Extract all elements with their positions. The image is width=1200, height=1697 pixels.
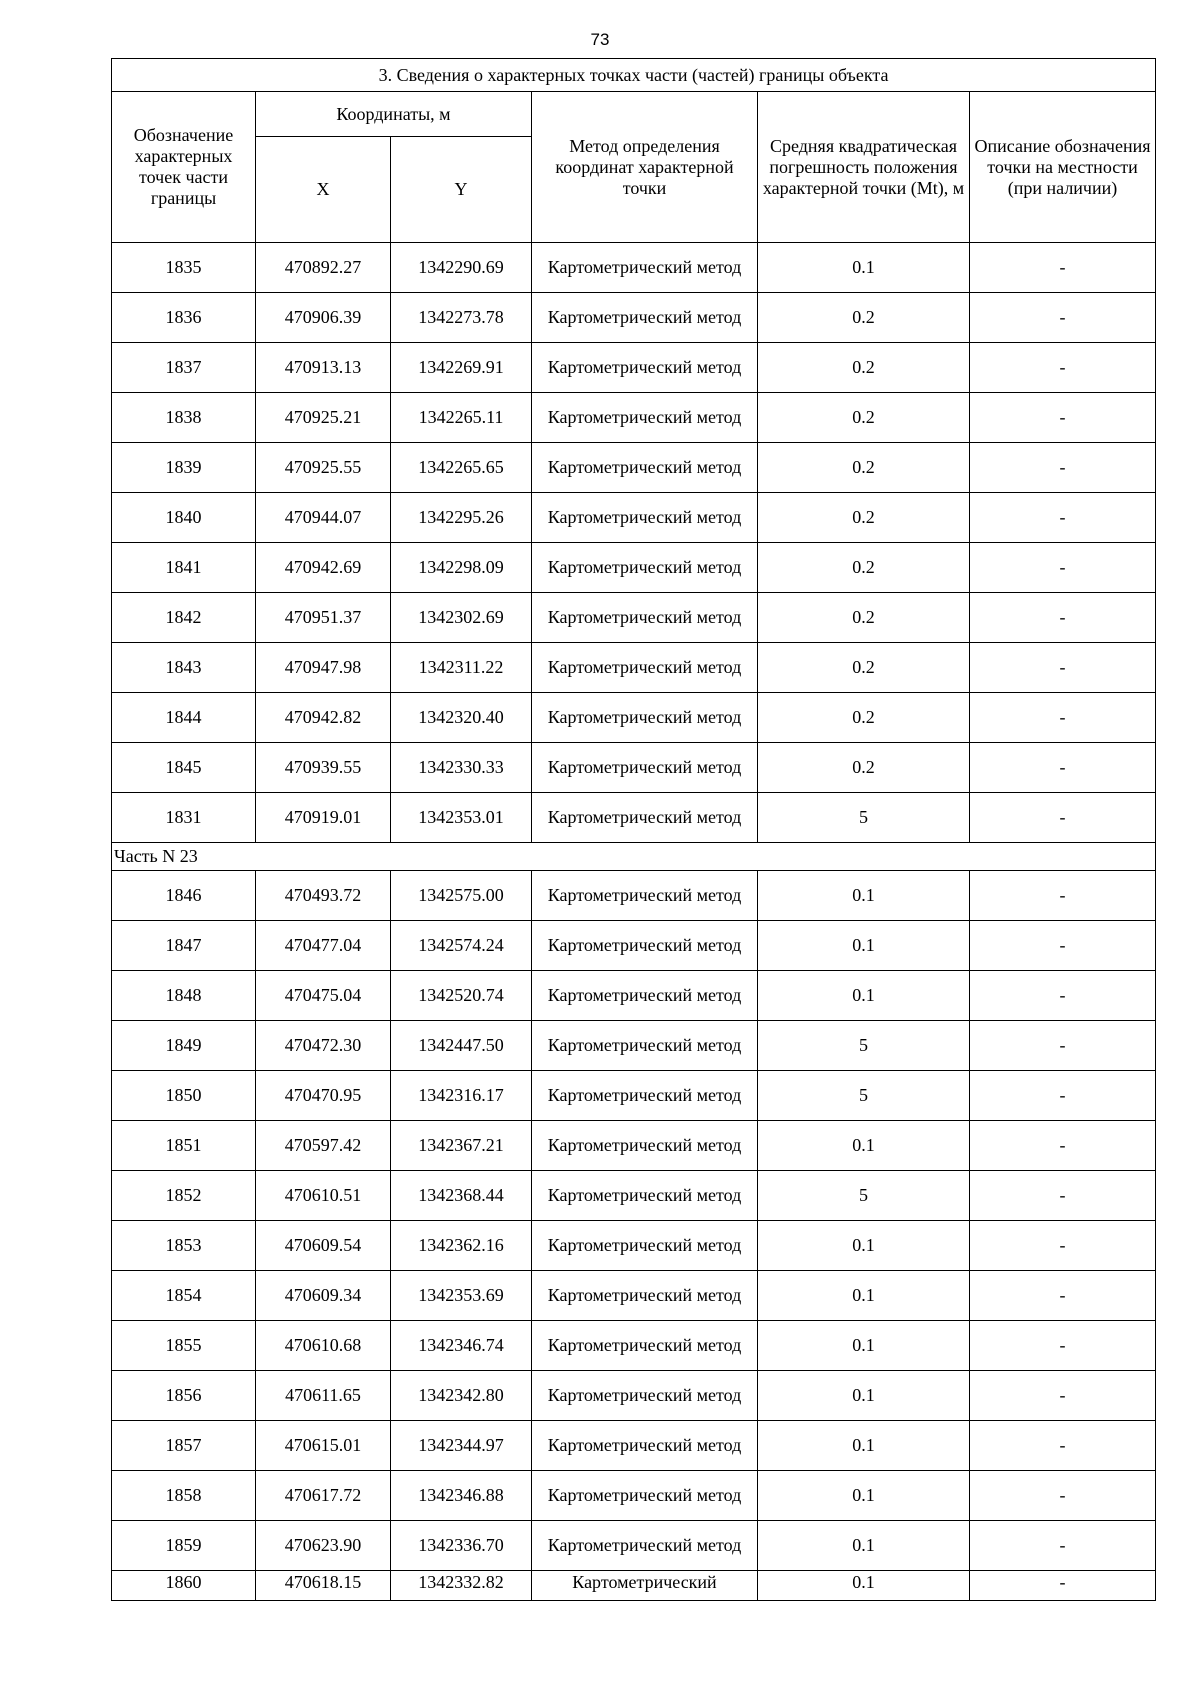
table-row	[112, 1471, 1156, 1521]
header-error: Средняя квадратическая погрешность положения характерной точки (Mt), м	[758, 92, 970, 243]
point-id-cell: 1851	[112, 1121, 256, 1171]
coord-y-cell: 1342346.88	[391, 1471, 532, 1521]
coord-y-cell: 1342344.97	[391, 1421, 532, 1471]
mt-cell: 0.1	[758, 1521, 970, 1571]
coord-y-cell: 1342273.78	[391, 293, 532, 343]
method-cell: Картометрический метод	[532, 443, 758, 493]
method-cell: Картометрический метод	[532, 593, 758, 643]
description-cell: -	[970, 543, 1156, 593]
mt-cell: 0.1	[758, 971, 970, 1021]
coord-y-cell: 1342353.69	[391, 1271, 532, 1321]
method-cell: Картометрический метод	[532, 543, 758, 593]
mt-cell: 0.2	[758, 593, 970, 643]
point-id-cell: 1852	[112, 1171, 256, 1221]
table-row	[112, 1171, 1156, 1221]
description-cell: -	[970, 1521, 1156, 1571]
method-cell: Картометрический метод	[532, 1371, 758, 1421]
point-id-cell: 1845	[112, 743, 256, 793]
description-cell: -	[970, 1221, 1156, 1271]
coord-x-cell: 470944.07	[256, 493, 391, 543]
table-row	[112, 393, 1156, 443]
point-id-cell: 1847	[112, 921, 256, 971]
mt-cell: 0.1	[758, 871, 970, 921]
method-cell: Картометрический метод	[532, 343, 758, 393]
mt-cell: 0.1	[758, 1421, 970, 1471]
coord-y-cell: 1342353.01	[391, 793, 532, 843]
coord-x-cell: 470892.27	[256, 243, 391, 293]
description-cell: -	[970, 1571, 1156, 1601]
coord-x-cell: 470942.82	[256, 693, 391, 743]
coord-y-cell: 1342367.21	[391, 1121, 532, 1171]
description-cell: -	[970, 1121, 1156, 1171]
part-label: Часть N 23	[112, 843, 1156, 871]
point-id-cell: 1849	[112, 1021, 256, 1071]
coord-y-cell: 1342342.80	[391, 1371, 532, 1421]
point-id-cell: 1846	[112, 871, 256, 921]
coord-y-cell: 1342302.69	[391, 593, 532, 643]
table-row	[112, 293, 1156, 343]
point-id-cell: 1856	[112, 1371, 256, 1421]
method-cell: Картометрический метод	[532, 1321, 758, 1371]
coord-x-cell: 470475.04	[256, 971, 391, 1021]
table-row	[112, 493, 1156, 543]
method-cell: Картометрический метод	[532, 1071, 758, 1121]
coord-y-cell: 1342265.65	[391, 443, 532, 493]
method-cell: Картометрический метод	[532, 643, 758, 693]
point-id-cell: 1854	[112, 1271, 256, 1321]
header-designation: Обозначение характерных точек части границы	[112, 92, 256, 243]
table-row	[112, 793, 1156, 843]
coord-x-cell: 470615.01	[256, 1421, 391, 1471]
coord-y-cell: 1342269.91	[391, 343, 532, 393]
method-cell: Картометрический метод	[532, 1121, 758, 1171]
table-row	[112, 343, 1156, 393]
description-cell: -	[970, 443, 1156, 493]
table-row	[112, 1571, 1156, 1601]
coord-y-cell: 1342447.50	[391, 1021, 532, 1071]
description-cell: -	[970, 793, 1156, 843]
table-row	[112, 1221, 1156, 1271]
coord-x-cell: 470609.54	[256, 1221, 391, 1271]
method-cell: Картометрический метод	[532, 971, 758, 1021]
point-id-cell: 1842	[112, 593, 256, 643]
coord-x-cell: 470947.98	[256, 643, 391, 693]
method-cell: Картометрический	[532, 1571, 758, 1601]
mt-cell: 0.2	[758, 543, 970, 593]
point-id-cell: 1841	[112, 543, 256, 593]
mt-cell: 0.1	[758, 1271, 970, 1321]
table-row	[112, 1521, 1156, 1571]
mt-cell: 0.1	[758, 1571, 970, 1601]
table-row	[112, 743, 1156, 793]
mt-cell: 5	[758, 1071, 970, 1121]
method-cell: Картометрический метод	[532, 1021, 758, 1071]
description-cell: -	[970, 393, 1156, 443]
description-cell: -	[970, 1171, 1156, 1221]
coord-x-cell: 470623.90	[256, 1521, 391, 1571]
description-cell: -	[970, 1371, 1156, 1421]
mt-cell: 0.2	[758, 693, 970, 743]
method-cell: Картометрический метод	[532, 871, 758, 921]
coord-y-cell: 1342575.00	[391, 871, 532, 921]
description-cell: -	[970, 293, 1156, 343]
table-body-part-2	[112, 871, 1156, 1601]
coord-x-cell: 470951.37	[256, 593, 391, 643]
table-row	[112, 643, 1156, 693]
point-id-cell: 1836	[112, 293, 256, 343]
coord-y-cell: 1342298.09	[391, 543, 532, 593]
point-id-cell: 1858	[112, 1471, 256, 1521]
point-id-cell: 1837	[112, 343, 256, 393]
method-cell: Картометрический метод	[532, 921, 758, 971]
description-cell: -	[970, 493, 1156, 543]
point-id-cell: 1840	[112, 493, 256, 543]
point-id-cell: 1850	[112, 1071, 256, 1121]
coord-y-cell: 1342574.24	[391, 921, 532, 971]
table-row	[112, 243, 1156, 293]
description-cell: -	[970, 1071, 1156, 1121]
coord-x-cell: 470609.34	[256, 1271, 391, 1321]
coord-x-cell: 470493.72	[256, 871, 391, 921]
mt-cell: 5	[758, 1021, 970, 1071]
mt-cell: 5	[758, 1171, 970, 1221]
method-cell: Картометрический метод	[532, 693, 758, 743]
mt-cell: 0.1	[758, 1321, 970, 1371]
point-id-cell: 1853	[112, 1221, 256, 1271]
point-id-cell: 1838	[112, 393, 256, 443]
coord-x-cell: 470942.69	[256, 543, 391, 593]
coord-y-cell: 1342346.74	[391, 1321, 532, 1371]
mt-cell: 0.2	[758, 493, 970, 543]
mt-cell: 0.2	[758, 643, 970, 693]
coord-x-cell: 470925.55	[256, 443, 391, 493]
point-id-cell: 1860	[112, 1571, 256, 1601]
mt-cell: 0.1	[758, 1121, 970, 1171]
description-cell: -	[970, 343, 1156, 393]
page-number: 73	[590, 30, 610, 49]
table-row	[112, 543, 1156, 593]
method-cell: Картометрический метод	[532, 743, 758, 793]
table-row	[112, 921, 1156, 971]
coord-y-cell: 1342368.44	[391, 1171, 532, 1221]
part-row	[112, 843, 1156, 871]
coord-x-cell: 470925.21	[256, 393, 391, 443]
header-coordinates: Координаты, м	[256, 92, 532, 137]
coord-y-cell: 1342332.82	[391, 1571, 532, 1601]
method-cell: Картометрический метод	[532, 793, 758, 843]
coord-y-cell: 1342290.69	[391, 243, 532, 293]
coord-y-cell: 1342316.17	[391, 1071, 532, 1121]
description-cell: -	[970, 593, 1156, 643]
coord-y-cell: 1342520.74	[391, 971, 532, 1021]
description-cell: -	[970, 1471, 1156, 1521]
method-cell: Картометрический метод	[532, 243, 758, 293]
table-row	[112, 1321, 1156, 1371]
point-id-cell: 1855	[112, 1321, 256, 1371]
table-row	[112, 1371, 1156, 1421]
description-cell: -	[970, 743, 1156, 793]
table-row	[112, 1421, 1156, 1471]
mt-cell: 0.2	[758, 393, 970, 443]
boundary-points-table	[111, 58, 1156, 1601]
coord-y-cell: 1342362.16	[391, 1221, 532, 1271]
coord-x-cell: 470470.95	[256, 1071, 391, 1121]
mt-cell: 0.2	[758, 743, 970, 793]
table-title: 3. Сведения о характерных точках части (частей) границы объекта	[112, 59, 1156, 92]
table-row	[112, 1271, 1156, 1321]
coord-x-cell: 470913.13	[256, 343, 391, 393]
mt-cell: 0.1	[758, 1471, 970, 1521]
mt-cell: 0.1	[758, 921, 970, 971]
table-row	[112, 593, 1156, 643]
description-cell: -	[970, 1021, 1156, 1071]
coord-y-cell: 1342336.70	[391, 1521, 532, 1571]
header-method: Метод определения координат характерной точки	[532, 92, 758, 243]
coord-x-cell: 470611.65	[256, 1371, 391, 1421]
coord-y-cell: 1342295.26	[391, 493, 532, 543]
point-id-cell: 1831	[112, 793, 256, 843]
table-row	[112, 871, 1156, 921]
header-y: Y	[391, 137, 532, 243]
table-body-part-label	[112, 843, 1156, 871]
coord-x-cell: 470597.42	[256, 1121, 391, 1171]
method-cell: Картометрический метод	[532, 293, 758, 343]
method-cell: Картометрический метод	[532, 1521, 758, 1571]
method-cell: Картометрический метод	[532, 1471, 758, 1521]
table-row	[112, 1021, 1156, 1071]
point-id-cell: 1843	[112, 643, 256, 693]
table-row	[112, 971, 1156, 1021]
coord-x-cell: 470610.51	[256, 1171, 391, 1221]
description-cell: -	[970, 1421, 1156, 1471]
table-row	[112, 1121, 1156, 1171]
method-cell: Картометрический метод	[532, 1221, 758, 1271]
mt-cell: 0.2	[758, 293, 970, 343]
coord-y-cell: 1342320.40	[391, 693, 532, 743]
mt-cell: 0.1	[758, 1371, 970, 1421]
description-cell: -	[970, 871, 1156, 921]
mt-cell: 0.1	[758, 243, 970, 293]
header-description: Описание обозначения точки на местности (при наличии)	[970, 92, 1156, 243]
description-cell: -	[970, 921, 1156, 971]
mt-cell: 0.2	[758, 343, 970, 393]
coord-x-cell: 470618.15	[256, 1571, 391, 1601]
coord-y-cell: 1342330.33	[391, 743, 532, 793]
table-row	[112, 693, 1156, 743]
coord-x-cell: 470610.68	[256, 1321, 391, 1371]
mt-cell: 0.1	[758, 1221, 970, 1271]
method-cell: Картометрический метод	[532, 1421, 758, 1471]
coord-y-cell: 1342311.22	[391, 643, 532, 693]
mt-cell: 5	[758, 793, 970, 843]
description-cell: -	[970, 1271, 1156, 1321]
coord-x-cell: 470939.55	[256, 743, 391, 793]
header-x: X	[256, 137, 391, 243]
description-cell: -	[970, 1321, 1156, 1371]
coord-x-cell: 470472.30	[256, 1021, 391, 1071]
method-cell: Картометрический метод	[532, 1271, 758, 1321]
coord-x-cell: 470477.04	[256, 921, 391, 971]
mt-cell: 0.2	[758, 443, 970, 493]
table-row	[112, 443, 1156, 493]
description-cell: -	[970, 643, 1156, 693]
coord-x-cell: 470617.72	[256, 1471, 391, 1521]
description-cell: -	[970, 971, 1156, 1021]
method-cell: Картометрический метод	[532, 1171, 758, 1221]
coord-x-cell: 470919.01	[256, 793, 391, 843]
point-id-cell: 1835	[112, 243, 256, 293]
description-cell: -	[970, 243, 1156, 293]
point-id-cell: 1844	[112, 693, 256, 743]
description-cell: -	[970, 693, 1156, 743]
point-id-cell: 1857	[112, 1421, 256, 1471]
table-row	[112, 1071, 1156, 1121]
coord-y-cell: 1342265.11	[391, 393, 532, 443]
point-id-cell: 1839	[112, 443, 256, 493]
point-id-cell: 1859	[112, 1521, 256, 1571]
point-id-cell: 1848	[112, 971, 256, 1021]
method-cell: Картометрический метод	[532, 493, 758, 543]
method-cell: Картометрический метод	[532, 393, 758, 443]
table-body-part-1	[112, 243, 1156, 843]
coord-x-cell: 470906.39	[256, 293, 391, 343]
